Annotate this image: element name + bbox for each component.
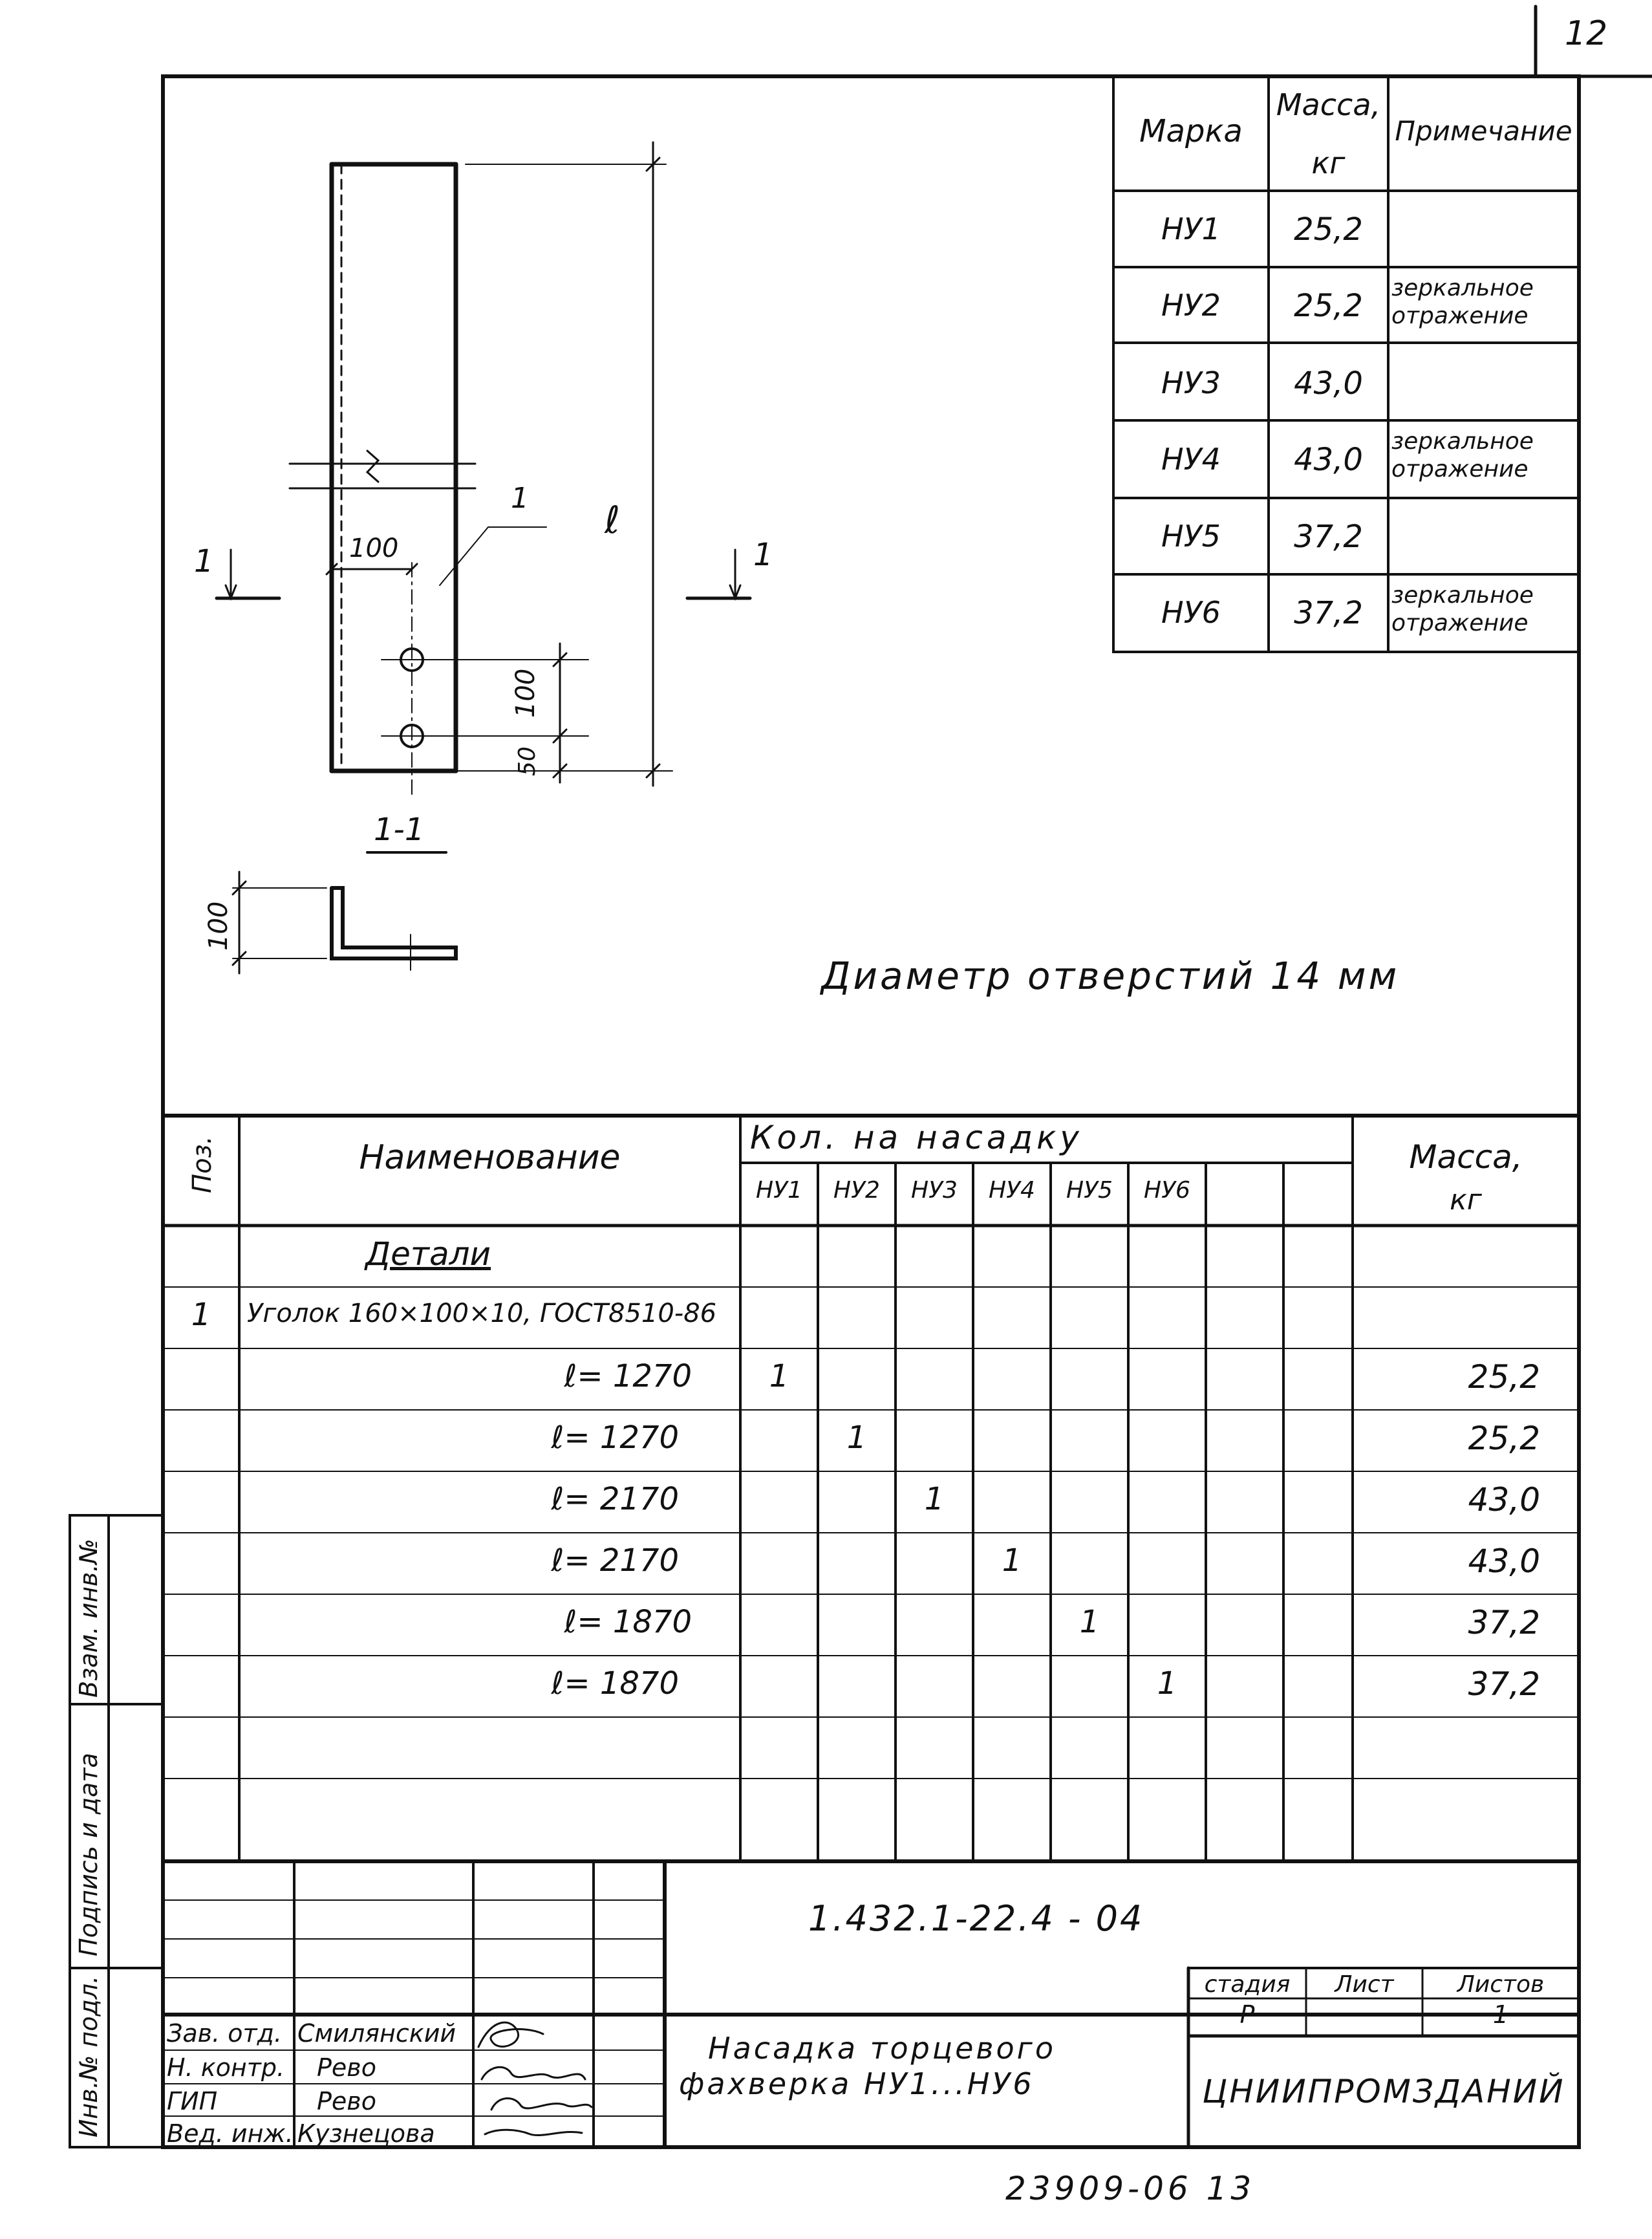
spec-row-qty: 1 — [1157, 1665, 1177, 1702]
marks-row-note-line2: отражение — [1391, 456, 1529, 482]
spec-row-mass: 43,0 — [1468, 1542, 1540, 1580]
stage-value: Р — [1239, 2000, 1255, 2029]
role-label: ГИП — [167, 2087, 218, 2115]
marks-header-note: Примечание — [1395, 115, 1572, 147]
drawing-title-line2: фахверка НУ1...НУ6 — [679, 2066, 1035, 2101]
role-name: Кузнецова — [297, 2119, 435, 2148]
spec-row-mass: 25,2 — [1468, 1358, 1540, 1396]
spec-row-qty: 1 — [924, 1481, 945, 1517]
side-stamp-vzam: Взам. инв.№ — [74, 1539, 103, 1698]
sheet-label: Лист — [1335, 1971, 1394, 1998]
marks-row-note-line1: зеркальное — [1391, 428, 1534, 455]
qty-col-mark: НУ1 — [756, 1177, 802, 1204]
spec-row-length: ℓ= 2170 — [551, 1481, 679, 1517]
qty-col-mark: НУ5 — [1066, 1177, 1113, 1204]
marks-row-note-line1: зеркальное — [1391, 275, 1534, 301]
marks-row-mark: НУ5 — [1161, 519, 1221, 554]
spec-section-details: Детали — [365, 1235, 491, 1273]
drawing-title-line1: Насадка торцевого — [708, 2031, 1056, 2066]
spec-row-length: ℓ= 1870 — [564, 1604, 692, 1640]
marks-row-note-line2: отражение — [1391, 610, 1529, 636]
role-name: Рево — [317, 2087, 376, 2115]
organization-name: ЦНИИПРОМЗДАНИЙ — [1202, 2073, 1565, 2110]
signatures — [478, 2022, 592, 2135]
marks-row-mass: 37,2 — [1294, 595, 1363, 631]
spec-row-mass: 25,2 — [1468, 1420, 1540, 1457]
spec-row-qty: 1 — [769, 1358, 789, 1394]
section-mark-left: 1 — [194, 543, 214, 579]
dim-length-l: ℓ — [605, 498, 620, 542]
dim-100-top: 100 — [349, 534, 399, 563]
qty-col-mark: НУ2 — [833, 1177, 880, 1204]
marks-row-mark: НУ3 — [1161, 365, 1221, 400]
spec-item-pos: 1 — [191, 1297, 211, 1333]
side-stamp-podpis: Подпись и дата — [74, 1753, 103, 1956]
role-name: Смилянский — [297, 2019, 456, 2048]
document-number: 1.432.1-22.4 - 04 — [808, 1898, 1144, 1939]
spec-header-mass-unit: кг — [1450, 1184, 1482, 1217]
sheets-label: Листов — [1457, 1971, 1545, 1998]
spec-header-pos: Поз. — [188, 1136, 217, 1193]
spec-row-qty: 1 — [1002, 1542, 1022, 1579]
section-dim-100: 100 — [204, 901, 233, 951]
marks-header-mass-unit: кг — [1311, 146, 1346, 180]
qty-col-mark: НУ4 — [989, 1177, 1035, 1204]
marks-row-mark: НУ4 — [1161, 442, 1221, 477]
spec-row-length: ℓ= 1270 — [551, 1420, 679, 1456]
marks-row-note-line2: отражение — [1391, 303, 1529, 329]
sheets-value: 1 — [1492, 2000, 1509, 2029]
angle-part-drawing — [217, 142, 750, 973]
marks-row-note-line1: зеркальное — [1391, 582, 1534, 609]
marks-header-mark: Марка — [1139, 113, 1243, 149]
spec-row-qty: 1 — [1079, 1604, 1100, 1640]
position-1-label: 1 — [511, 482, 529, 515]
dim-100-holes: 100 — [511, 668, 541, 718]
role-label: Зав. отд. — [167, 2019, 282, 2048]
qty-col-mark: НУ3 — [911, 1177, 958, 1204]
spec-row-mass: 37,2 — [1468, 1604, 1540, 1641]
role-label: Вед. инж. — [167, 2119, 294, 2148]
hole-diameter-note: Диаметр отверстий 14 мм — [821, 954, 1400, 998]
qty-col-mark: НУ6 — [1144, 1177, 1190, 1204]
spec-row-mass: 43,0 — [1468, 1481, 1540, 1519]
marks-row-mass: 25,2 — [1294, 288, 1363, 324]
marks-row-mass: 37,2 — [1294, 519, 1363, 555]
sheet-corner-number: 12 — [1565, 14, 1608, 53]
section-title: 1-1 — [374, 812, 425, 848]
spec-header-mass: Масса, — [1409, 1138, 1523, 1176]
spec-header-name: Наименование — [359, 1138, 621, 1177]
role-label: Н. контр. — [167, 2053, 285, 2082]
marks-header-mass: Масса, — [1276, 87, 1381, 122]
dim-50: 50 — [514, 746, 541, 776]
stage-label: стадия — [1204, 1971, 1291, 1998]
footer-number: 23909-06 13 — [1005, 2170, 1256, 2207]
spec-row-length: ℓ= 1270 — [564, 1358, 692, 1394]
marks-row-mark: НУ2 — [1161, 288, 1221, 323]
marks-row-mass: 43,0 — [1294, 365, 1363, 402]
spec-row-length: ℓ= 1870 — [551, 1665, 679, 1702]
spec-row-qty: 1 — [846, 1420, 867, 1456]
marks-row-mark: НУ6 — [1161, 595, 1221, 630]
spec-row-length: ℓ= 2170 — [551, 1542, 679, 1579]
spec-row-mass: 37,2 — [1468, 1665, 1540, 1703]
section-mark-right: 1 — [753, 537, 773, 573]
marks-row-mark: НУ1 — [1161, 211, 1221, 246]
marks-row-mass: 25,2 — [1294, 211, 1363, 248]
spec-item-name: Уголок 160×100×10, ГОСТ8510-86 — [247, 1299, 717, 1328]
role-name: Рево — [317, 2053, 376, 2082]
side-stamp-inv-podl: Инв.№ подл. — [74, 1975, 103, 2137]
spec-header-qty: Кол. на насадку — [750, 1119, 1083, 1156]
marks-row-mass: 43,0 — [1294, 442, 1363, 478]
